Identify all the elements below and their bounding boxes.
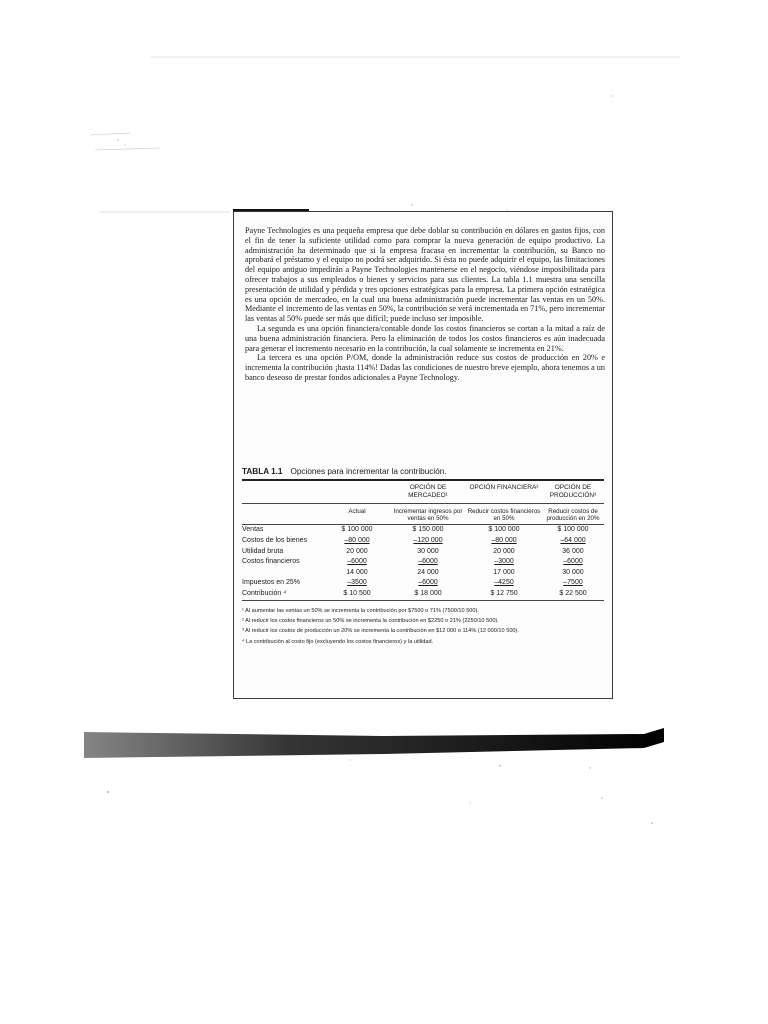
cell-mercadeo: $ 18 000 <box>414 589 442 597</box>
row-label: Contribución ⁴ <box>242 589 287 597</box>
cell-financiera: 17 000 <box>493 568 515 576</box>
table-header-row <box>242 481 604 503</box>
cell-mercadeo: –120 000 <box>413 537 443 544</box>
table-row <box>242 525 604 536</box>
table-row <box>242 568 604 579</box>
cell-mercadeo: 24 000 <box>417 568 439 576</box>
row-label: Ventas <box>242 526 264 534</box>
cell-financiera: $ 100 000 <box>488 526 520 534</box>
footnote: ³ Al reducir los costos de producción un 20% se incrementa la contribución en $12 000 o 114% (12 000/10 500). <box>242 628 519 635</box>
header-cell: OPCIÓN FINANCIERA² <box>469 484 539 492</box>
row-label <box>242 568 324 579</box>
cell-produccion: –6000 <box>563 558 583 566</box>
cell-financiera: –4250 <box>494 579 514 587</box>
table-number: TABLA 1.1 <box>242 467 283 476</box>
footnote: ⁴ La contribución al costo fijo (excluyendo los costos financieros) y la utilidad. <box>242 638 434 645</box>
cell-produccion: 36 000 <box>562 547 584 555</box>
subheader-cell: Reducir costos financieros en 50% <box>467 508 541 523</box>
cell-actual: –80 000 <box>344 537 370 544</box>
table-body <box>242 525 604 599</box>
table-footnotes <box>242 606 604 648</box>
subheader-cell: Reducir costos de producción en 20% <box>546 508 600 523</box>
cell-mercadeo: –6000 <box>418 579 438 587</box>
table-subheader-row <box>242 504 604 524</box>
cell-produccion: 30 000 <box>562 568 584 576</box>
table-1-1 <box>242 468 604 647</box>
cell-financiera: $ 12 750 <box>490 589 518 597</box>
cell-mercadeo: –6000 <box>418 558 438 566</box>
table-title: Opciones para incrementar la contribución. <box>290 467 447 476</box>
cell-actual: $ 10 500 <box>343 589 371 597</box>
header-cell: OPCIÓN DE PRODUCCIÓN³ <box>549 484 597 499</box>
cell-produccion: –64 000 <box>560 537 586 544</box>
cell-produccion: $ 100 000 <box>557 526 589 534</box>
cell-actual: –3500 <box>347 579 367 587</box>
subheader-cell: Incrementar ingresos por ventas en 50% <box>393 508 463 523</box>
cell-actual: $ 100 000 <box>341 526 373 534</box>
cell-financiera: –80 000 <box>491 537 517 544</box>
table-row <box>242 589 604 600</box>
header-cell <box>242 484 324 499</box>
table-bottom-rule <box>242 600 604 601</box>
cell-financiera: –3000 <box>494 558 514 566</box>
cell-actual: 20 000 <box>346 547 368 555</box>
paragraph-1: Payne Technologies es una pequeña empresa que debe doblar su contribución en dólares en gastos fijos, con el fin de tener la suficiente utilidad como para comprar la nueva generación de equipo productivo. La administración ha determinado que si la empresa fracasa en incrementar la contribución, su Banco no aprobará el préstamo y el equipo no podrá ser adquirido. Si ésta no puede adquirir el equipo, las limitaciones del equipo antiguo impedirán a Payne Technologies mantenerse en el negocio, viéndose imposibilitada para ofrecer trabajos a sus empleados o bienes y servicios para sus clientes. La tabla 1.1 muestra una sencilla presentación de utilidad y pérdida y tres opciones estratégicas para la empresa. La primera opción estratégica es una opción de mercadeo, en la cual una buena administración puede incrementar las ventas en un 50%. Mediante el incremento de las ventas en 50%, la contribución se verá incrementada en 71%, pero incrementar las ventas al 50% puede ser más que difícil; puede incluso ser imposible. <box>245 226 605 324</box>
header-cell: OPCIÓN DE MERCADEO¹ <box>408 484 448 499</box>
table-row <box>242 536 604 547</box>
row-label: Utilidad bruta <box>242 547 284 555</box>
body-text <box>245 226 605 383</box>
cell-produccion: –7500 <box>563 579 583 587</box>
header-cell <box>324 484 390 499</box>
cell-mercadeo: 30 000 <box>417 547 439 555</box>
table-caption <box>242 468 604 476</box>
cell-actual: 14 000 <box>346 568 368 576</box>
table-row <box>242 557 604 568</box>
scan-shadow-band <box>84 728 664 762</box>
table-row <box>242 578 604 589</box>
cell-actual: –6000 <box>347 558 367 566</box>
cell-mercadeo: $ 150 000 <box>412 526 444 534</box>
row-label: Costos financieros <box>242 558 300 566</box>
table-row <box>242 547 604 558</box>
paragraph-2: La segunda es una opción financiera/contable donde los costos financieros se cortan a la mitad a raíz de una buena administración financiera. Pero la eliminación de todos los costos financieros es aún inadecuada para generar el incremento necesario en la contribución, la cual solamente se incrementa en 21%. <box>245 323 605 353</box>
row-label: Costos de los bienes <box>242 537 307 544</box>
subheader-cell: Actual <box>348 508 366 516</box>
scanned-page <box>233 211 613 699</box>
footnote: ¹ Al aumentar las ventas un 50% se incrementa la contribución por $7500 o 71% (7500/10 500). <box>242 607 479 614</box>
row-label: Impuestos en 25% <box>242 579 300 587</box>
cell-financiera: 20 000 <box>493 547 515 555</box>
paragraph-3: La tercera es una opción P/OM, donde la administración reduce sus costos de producción en 20% e incrementa la contribución ¡hasta 114%! Dadas las condiciones de nuestro breve ejemplo, ahora tenemos a un banco deseoso de prestar fondos adicionales a Payne Technology. <box>245 353 605 382</box>
footnote: ² Al reducir los costos financieros un 50% se incrementa la contribución en $2250 o 21% (2250/10 500). <box>242 617 499 624</box>
subheader-cell <box>242 508 324 522</box>
cell-produccion: $ 22 500 <box>559 589 587 597</box>
